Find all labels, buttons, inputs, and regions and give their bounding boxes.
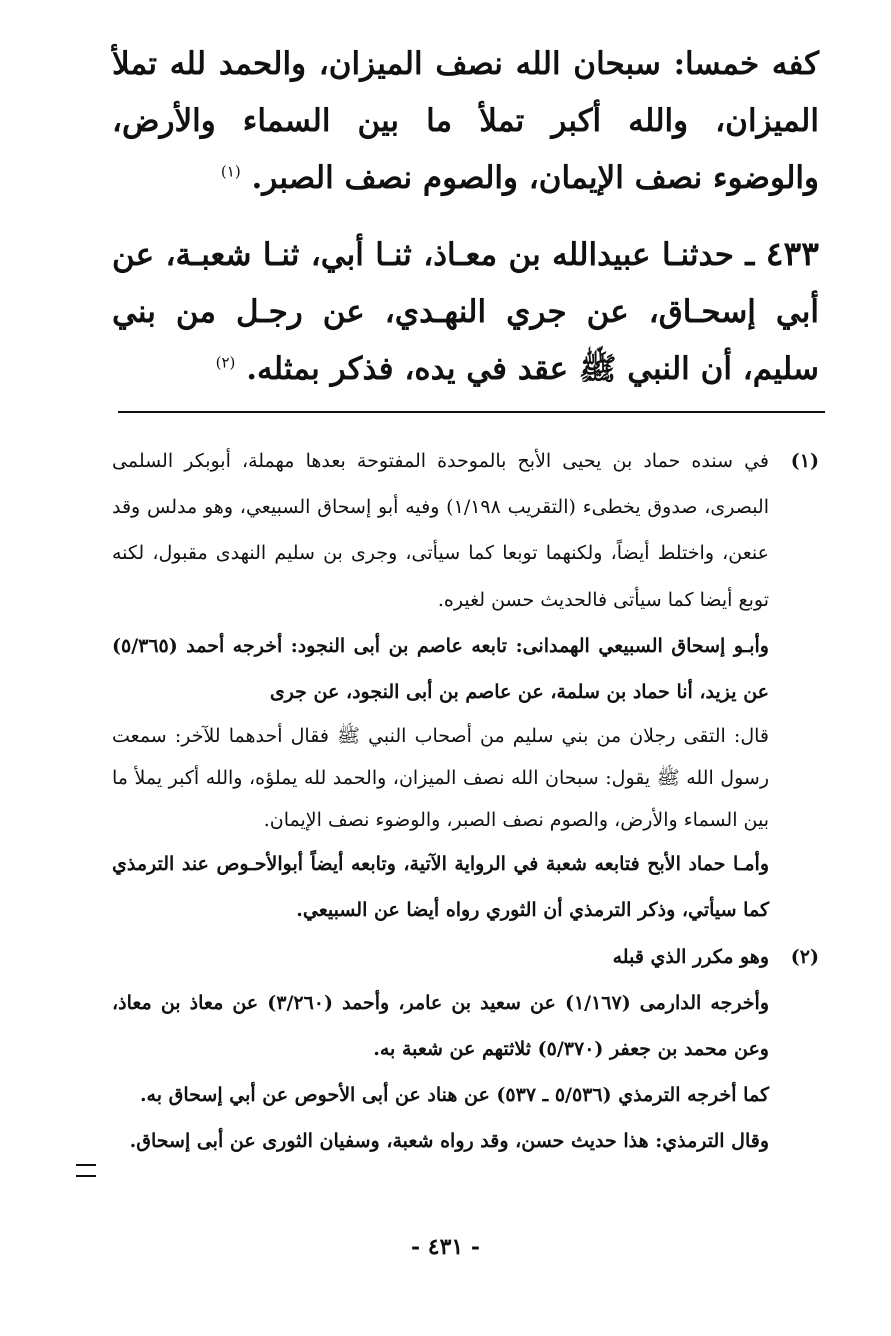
- footnotes: [112, 438, 819, 1165]
- footnote-2-para-3: كما أخرجه الترمذي (٥/٥٣٦ ـ ٥٣٧) عن هناد عن أبى الأحوص عن أبي إسحاق به.: [139, 1084, 769, 1107]
- footnote-ref-2: (٢): [215, 353, 236, 372]
- main-text: [112, 36, 819, 398]
- hadith-number: ٤٣٣: [765, 234, 819, 273]
- footnote-1-para-1: في سنده حماد بن يحيى الأبح بالموحدة المفتوحة بعدها مهملة، أبوبكر السلمى البصرى، صدوق يخطىء (التقريب ١/١٩٨) وفيه أبو إسحاق السبيعي، وهو مدلس وقد عنعن، واختلط أيضاً، ولكنهما توبعا كما سيأتى، وجرى بن سليم النهدى مقبول، لكنه توبع أيضا كما سيأتى فالحديث حسن لغيره.: [112, 450, 769, 611]
- page-number: - ٤٣١ -: [410, 1234, 481, 1260]
- main-paragraph-1: [112, 36, 819, 207]
- footnote-2-para-1: وهو مكرر الذي قبله: [612, 945, 769, 968]
- footnote-2-label: (٢): [790, 945, 819, 968]
- footnote-1-label: (١): [790, 450, 819, 472]
- footnote-ref-1: (١): [220, 162, 241, 181]
- footnote-2: [112, 934, 819, 1165]
- footnote-2-para-4: وقال الترمذي: هذا حديث حسن، وقد رواه شعبة، وسفيان الثورى عن أبى إسحاق.: [129, 1130, 769, 1153]
- main-paragraph-2: ٤٣٣ ـ حدثنـا عبيدالله بن معـاذ، ثنـا أبي، ثنـا شعبـة، عن أبي إسحـاق، عن جري النهـدي، عن رجـل من بني سليم، أن النبي ﷺ عقد في يده، فذكر بمثله. $^{(٢)}$: [112, 234, 819, 387]
- footnote-separator: [118, 411, 825, 413]
- footnote-1-para-2: وأبـو إسحاق السبيعي الهمدانى: تابعه عاصم بن أبى النجود: أخرجه أحمد (٥/٣٦٥) عن يزيد، أنا حماد بن سلمة، عن عاصم بن أبى النجود، عن جرى: [112, 634, 769, 704]
- footnote-2-para-2: وأخرجه الدارمى (١/١٦٧) عن سعيد بن عامر، وأحمد (٣/٢٦٠) عن معاذ بن معاذ، وعن محمد بن جعفر (٥/٣٧٠) ثلاثتهم عن شعبة به.: [112, 991, 770, 1061]
- footnote-1-para-4: وأمـا حماد الأبح فتابعه شعبة في الرواية الآتية، وتابعه أيضاً أبوالأحـوص عند الترمذي كما سيأتي، وذكر الترمذي أن الثوري رواه أيضا عن السبيعي.: [112, 853, 769, 922]
- main-paragraph-2-text: حدثنـا عبيدالله بن معـاذ، ثنـا أبي، ثنـا شعبـة، عن أبي إسحـاق، عن جري النهـدي، عن رجـل من بني سليم، أن النبي ﷺ عقد في يده، فذكر بمثله.: [112, 237, 819, 387]
- main-paragraph-1-text: كفه خمسا: سبحان الله نصف الميزان، والحمد لله تملأ الميزان، والله أكبر تملأ ما بين السماء والأرض، والوضوء نصف الإيمان، والصوم نصف الصبر.: [112, 46, 819, 196]
- continuation-mark: [76, 1164, 96, 1177]
- footnote-1: [112, 438, 819, 934]
- footnote-1-para-3: قال: التقى رجلان من بني سليم من أصحاب النبي ﷺ فقال أحدهما للآخر: سمعت رسول الله ﷺ يقول: سبحان الله نصف الميزان، والحمد لله يملؤه، والله أكبر يملأ ما بين السماء والأرض، والصوم نصف الصبر، والوضوء نصف الإيمان.: [112, 725, 769, 832]
